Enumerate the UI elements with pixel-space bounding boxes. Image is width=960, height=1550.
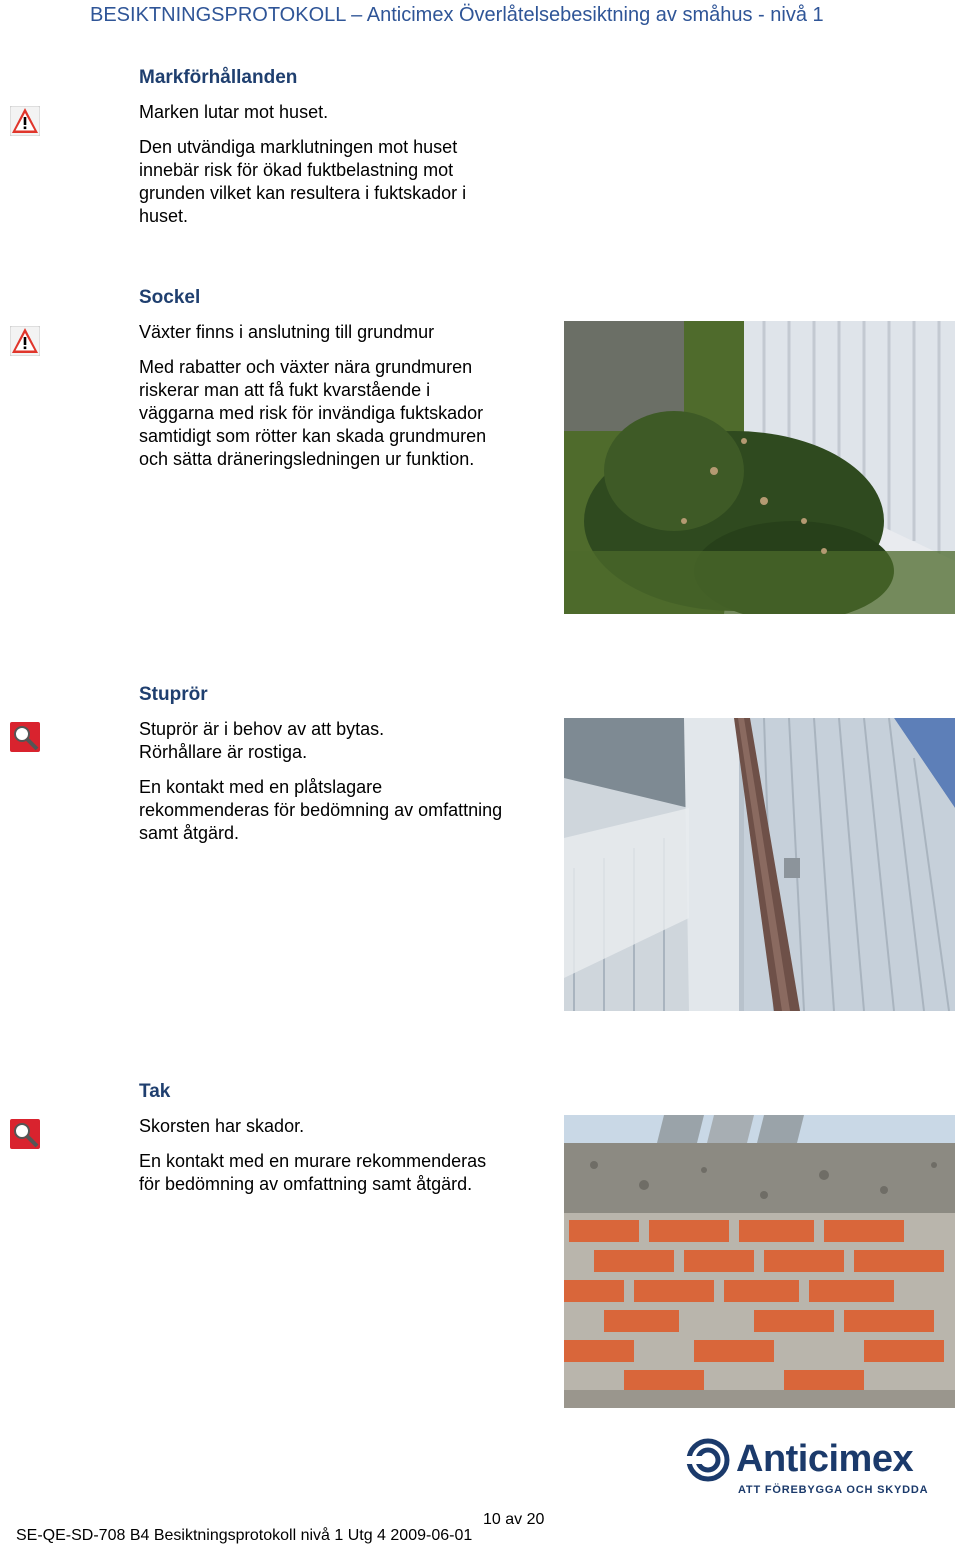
- document-header-title: BESIKTNINGSPROTOKOLL – Anticimex Överlåtelsebesiktning av småhus - nivå 1: [90, 4, 824, 26]
- section-title: Stuprör: [139, 684, 208, 705]
- finding-text: Stuprör är i behov av att bytas. Rörhållare är rostiga.: [139, 719, 385, 762]
- description-text: En kontakt med en plåtslagare rekommenderas för bedömning av omfattning samt åtgärd.: [139, 777, 503, 843]
- section-title: Sockel: [139, 287, 201, 308]
- section-title: Markförhållanden: [139, 67, 298, 88]
- document-id: SE-QE-SD-708 B4 Besiktningsprotokoll nivå 1 Utg 4 2009-06-01: [16, 1527, 473, 1544]
- damaged-chimney-brick-photo: [564, 1115, 955, 1408]
- warning-triangle-icon: [10, 326, 40, 356]
- finding-text: Växter finns i anslutning till grundmur: [139, 322, 435, 342]
- anticimex-logo-mark-icon: [684, 1438, 732, 1482]
- section-sockel: [139, 287, 549, 471]
- magnifier-icon: [10, 722, 40, 752]
- section-stupror: [139, 684, 549, 845]
- finding-text: Skorsten har skador.: [139, 1116, 305, 1136]
- description-text: Med rabatter och växter nära grundmuren riskerar man att få fukt kvarstående i väggarna med risk för invändiga fuktskador samtidigt som rötter kan skada grundmuren och sätta dräneringsledningen ur funktion.: [139, 357, 487, 469]
- plants-along-foundation-photo: [564, 321, 955, 614]
- logo-name: Anticimex: [736, 1438, 914, 1480]
- logo-tagline: ATT FÖREBYGGA OCH SKYDDA: [738, 1484, 929, 1496]
- description-text: Den utvändiga marklutningen mot huset innebär risk för ökad fuktbelastning mot grunden vilket kan resultera i fuktskador i huset.: [139, 137, 467, 226]
- warning-triangle-icon: [10, 106, 40, 136]
- anticimex-logo: [684, 1438, 934, 1500]
- downpipe-on-wall-photo: [564, 718, 955, 1011]
- section-markforhallanden: [139, 67, 539, 228]
- magnifier-icon: [10, 1119, 40, 1149]
- section-tak: [139, 1081, 549, 1196]
- page-number: 10 av 20: [483, 1511, 545, 1528]
- finding-text: Marken lutar mot huset.: [139, 102, 329, 122]
- section-title: Tak: [139, 1081, 171, 1102]
- description-text: En kontakt med en murare rekommenderas för bedömning av omfattning samt åtgärd.: [139, 1151, 487, 1194]
